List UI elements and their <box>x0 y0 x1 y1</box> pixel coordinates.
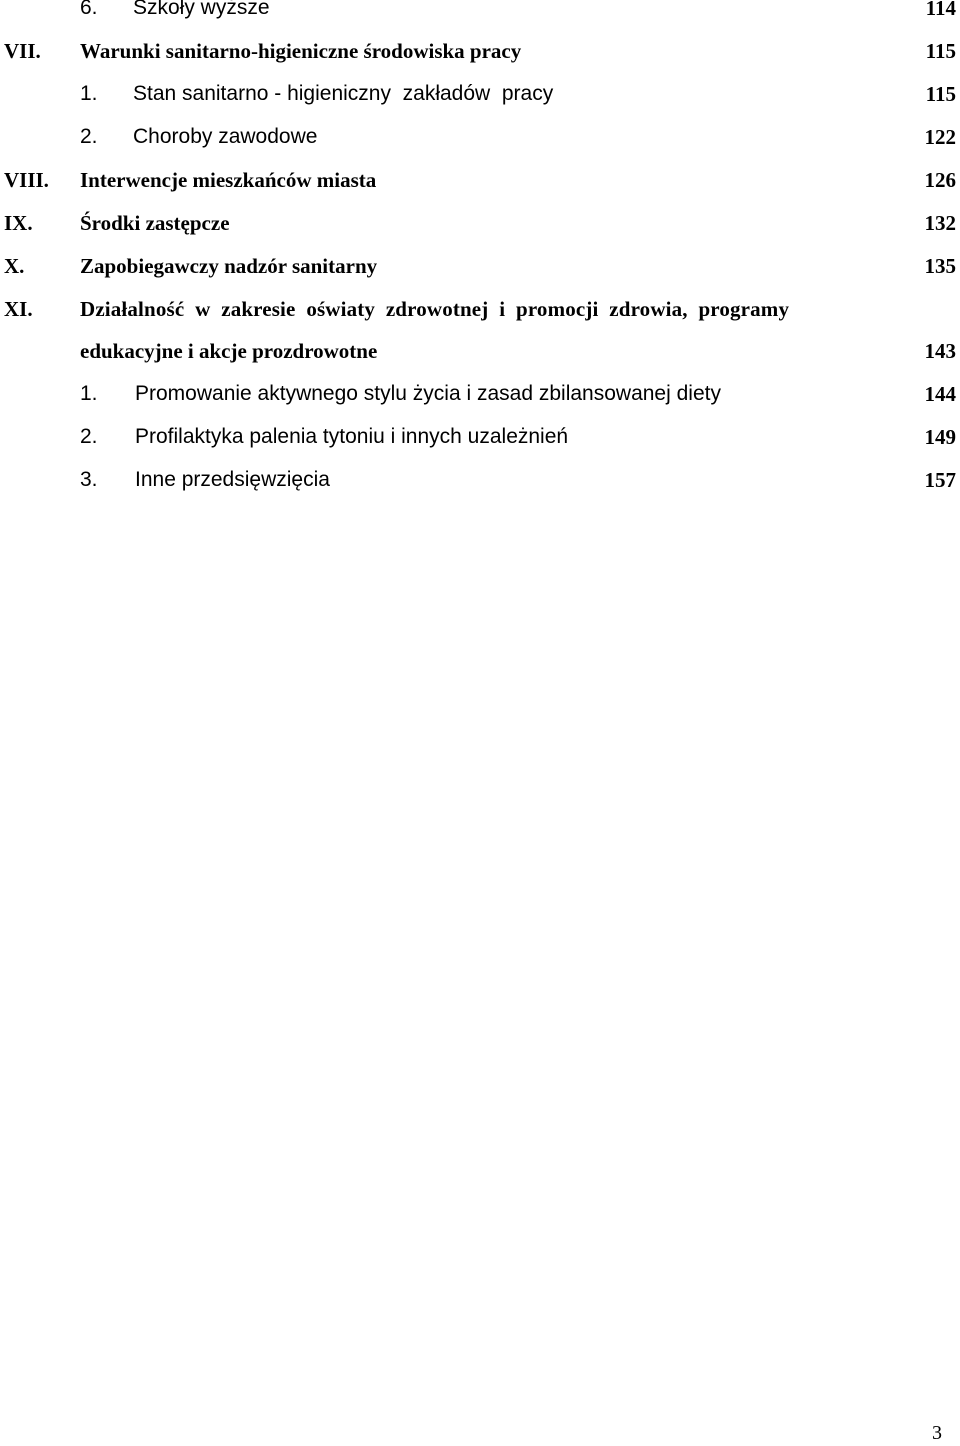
toc-entry-number: 1. <box>80 82 98 105</box>
toc-entry-title: Inne przedsięwzięcia <box>135 468 330 491</box>
toc-entry-title: Środki zastępcze <box>80 211 230 235</box>
toc-entry-number: VII. <box>4 39 41 63</box>
toc-entry-page: 115 <box>925 82 956 106</box>
toc-entry-title-line2: edukacyjne i akcje prozdrowotne <box>80 339 378 363</box>
toc-entry-number: XI. <box>4 297 33 321</box>
toc-entry-page: 114 <box>925 0 956 20</box>
toc-entry-title: Stan sanitarno - higieniczny zakładów pracy <box>133 82 554 105</box>
toc-entry <box>0 382 960 416</box>
toc-entry-number: 3. <box>80 468 98 491</box>
toc-entry-number: X. <box>4 254 25 278</box>
toc-entry-title: Zapobiegawczy nadzór sanitarny <box>80 254 378 278</box>
toc-entry <box>0 125 960 159</box>
toc-entry-number: 1. <box>80 382 98 405</box>
toc-entry-title-line1: Działalność w zakresie oświaty zdrowotnej i promocji zdrowia, programy <box>80 297 790 321</box>
toc-entry <box>0 82 960 116</box>
toc-entry <box>0 425 960 459</box>
toc-entry-number: IX. <box>4 211 33 235</box>
toc-entry <box>0 297 960 377</box>
toc-entry-page: 144 <box>924 382 956 406</box>
toc-entry <box>0 254 960 288</box>
toc-entry-page: 132 <box>924 211 956 235</box>
toc-entry <box>0 468 960 502</box>
toc-entry-title: Promowanie aktywnego stylu życia i zasad zbilansowanej diety <box>135 382 721 405</box>
toc-entry-title: Choroby zawodowe <box>133 125 318 148</box>
page-number: 3 <box>932 1422 942 1444</box>
toc-entry-page: 143 <box>924 339 956 363</box>
toc-entry <box>0 0 960 30</box>
toc-entry-page: 135 <box>924 254 956 278</box>
toc-entry <box>0 39 960 73</box>
toc-entry-number: VIII. <box>4 168 49 192</box>
toc-entry-title: Szkoły wyższe <box>133 0 270 19</box>
toc-entry <box>0 168 960 202</box>
toc-entry-title: Warunki sanitarno-higieniczne środowiska pracy <box>80 39 522 63</box>
toc-entry <box>0 211 960 245</box>
toc-entry-title: Profilaktyka palenia tytoniu i innych uzależnień <box>135 425 569 448</box>
toc-entry-page: 122 <box>924 125 956 149</box>
toc-entry-number: 6. <box>80 0 98 19</box>
toc-entry-number: 2. <box>80 125 98 148</box>
toc-entry-page: 157 <box>924 468 956 492</box>
toc-entry-title: Interwencje mieszkańców miasta <box>80 168 377 192</box>
toc-entry-page: 149 <box>924 425 956 449</box>
toc-entry-number: 2. <box>80 425 98 448</box>
toc-entry-page: 126 <box>924 168 956 192</box>
toc-entry-page: 115 <box>925 39 956 63</box>
